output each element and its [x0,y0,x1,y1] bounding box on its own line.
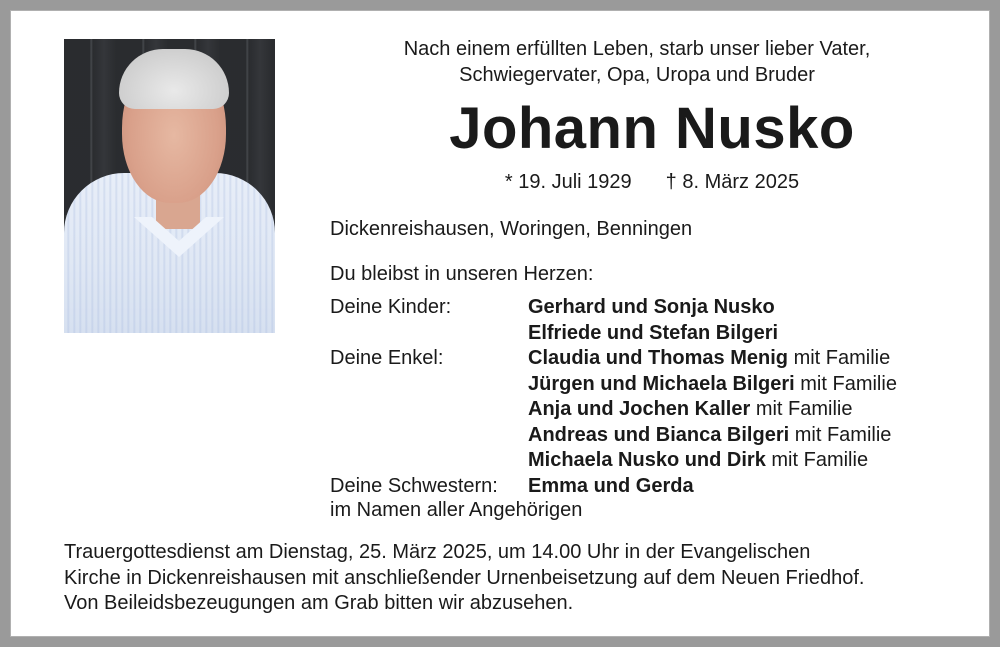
remember-line: Du bleibst in unseren Herzen: [330,263,594,285]
family-list [330,295,970,499]
sisters-label: Deine Schwestern: [330,474,498,497]
death-date: † 8. März 2025 [665,171,800,193]
service-line-3: Von Beileidsbezeugungen am Grab bitten wir abzusehen. [64,592,574,614]
grandchildren-row [330,346,970,474]
service-info [64,540,964,617]
list-item: Emma und Gerda [528,474,694,497]
intro-line-1: Nach einem erfüllten Leben, starb unser lieber Vater, [403,38,871,60]
grandchildren-label: Deine Enkel: [330,347,444,369]
grandchildren-names [528,346,897,474]
children-row [330,295,970,346]
deceased-name: Johann Nusko [449,96,855,161]
list-item: Claudia und Thomas Menig mit Familie [528,347,891,369]
children-label: Deine Kinder: [330,296,452,318]
list-item: Andreas und Bianca Bilgeri mit Familie [528,423,892,446]
life-dates [312,169,992,195]
portrait-photo [64,39,275,333]
list-item: Gerhard und Sonja Nusko [528,296,775,318]
list-item: Anja und Jochen Kaller mit Familie [528,398,853,420]
birth-date: * 19. Juli 1929 [504,171,632,193]
hair [119,49,229,109]
places: Dickenreishausen, Woringen, Benningen [330,218,693,240]
children-names [528,295,778,346]
service-line-2: Kirche in Dickenreishausen mit anschließender Urnenbeisetzung auf dem Neuen Friedhof. [64,566,865,589]
sisters-row [330,474,970,500]
list-item: Michaela Nusko und Dirk mit Familie [528,449,869,471]
intro-text [312,36,962,88]
list-item: Elfriede und Stefan Bilgeri [528,321,779,344]
closing-line: im Namen aller Angehörigen [330,499,583,521]
service-line-1: Trauergottesdienst am Dienstag, 25. März 2025, um 14.00 Uhr in der Evangelischen [64,541,811,563]
sisters-names [528,474,694,500]
list-item: Jürgen und Michaela Bilgeri mit Familie [528,372,897,395]
intro-line-2: Schwiegervater, Opa, Uropa und Bruder [459,64,815,86]
